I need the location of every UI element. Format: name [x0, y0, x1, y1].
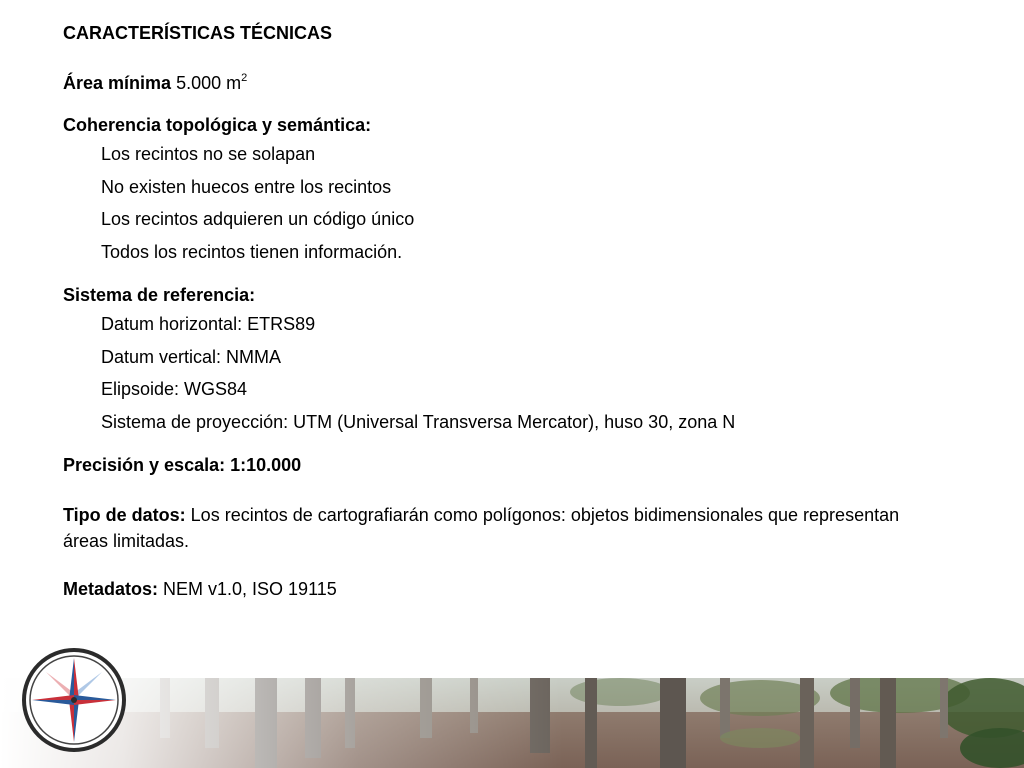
list-item: Elipsoide: WGS84	[101, 379, 248, 399]
reference-list	[63, 308, 963, 438]
metadata-label: Metadatos:	[63, 579, 159, 599]
topology-heading: Coherencia topológica y semántica:	[63, 115, 372, 135]
list-item: Datum horizontal: ETRS89	[101, 314, 316, 334]
data-type-paragraph	[63, 502, 923, 554]
data-type-label: Tipo de datos:	[63, 505, 186, 525]
list-item: Datum vertical: NMMA	[101, 346, 282, 367]
metadata-text: NEM v1.0, ISO 19115	[158, 579, 337, 599]
data-type-text: Los recintos de cartografiarán como polígonos: objetos bidimensionales que representan áreas limitadas.	[63, 505, 900, 551]
slide-content	[63, 20, 963, 602]
list-item: Sistema de proyección: UTM (Universal Transversa Mercator), huso 30, zona N	[101, 411, 736, 432]
metadata-row	[63, 576, 963, 602]
forest-photo	[0, 678, 1024, 768]
area-row	[63, 70, 963, 96]
precision-heading: Precisión y escala: 1:10.000	[63, 455, 302, 475]
list-item: Los recintos no se solapan	[101, 144, 316, 164]
list-item: Todos los recintos tienen información.	[101, 241, 403, 262]
reference-heading: Sistema de referencia:	[63, 285, 256, 305]
list-item: No existen huecos entre los recintos	[101, 176, 392, 197]
area-label: Área mínima	[63, 73, 172, 93]
compass-rose-icon	[20, 646, 128, 754]
area-value: 5.000 m	[176, 73, 242, 93]
list-item: Los recintos adquieren un código único	[101, 209, 415, 229]
topology-list	[63, 138, 963, 268]
page-title: CARACTERÍSTICAS TÉCNICAS	[63, 23, 333, 43]
area-superscript: 2	[241, 72, 248, 84]
